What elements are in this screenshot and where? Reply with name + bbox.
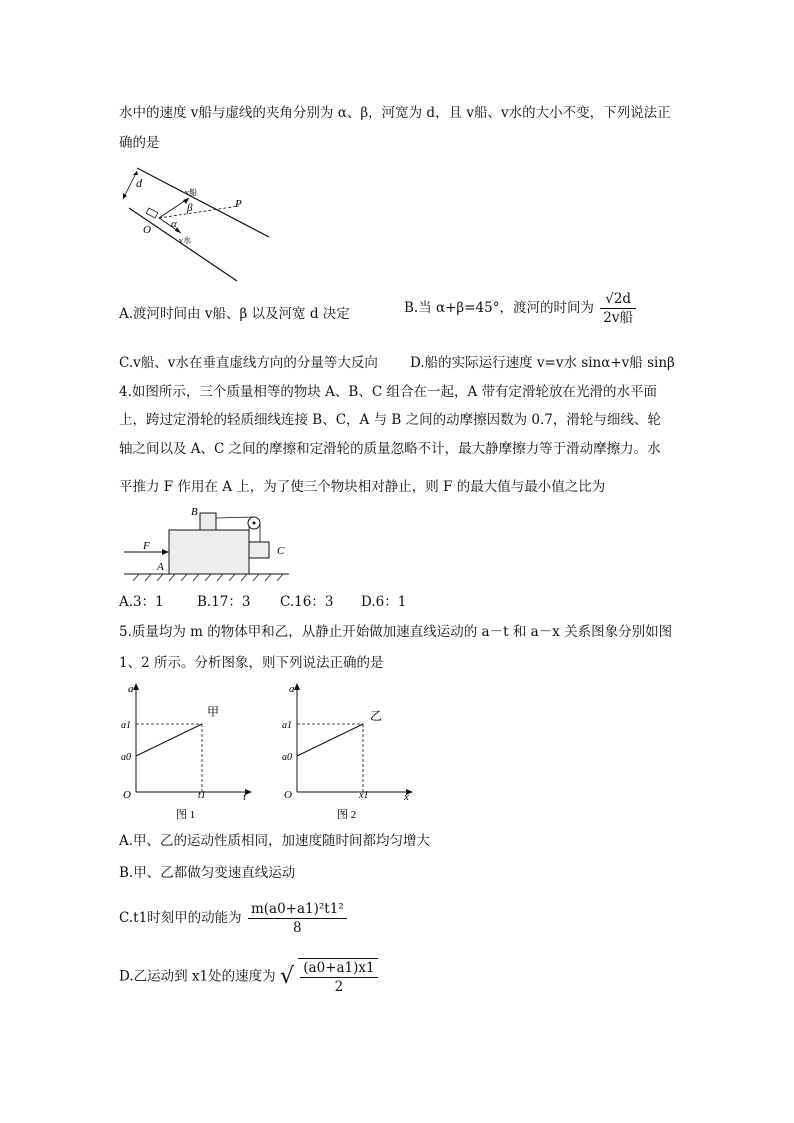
- label-c: C: [277, 545, 285, 557]
- q5-option-d-text: D.乙运动到 x1处的速度为: [119, 968, 276, 985]
- rope-horizontal: [216, 517, 254, 518]
- q5-option-d-numerator: (a0+a1)x1: [300, 959, 377, 978]
- q4-line4: 平推力 F 作用在 A 上，为了使三个物块相对静止，则 F 的最大值与最小值之比为: [119, 479, 606, 495]
- graph2-a0-label: a0: [282, 752, 292, 763]
- graph2-origin: O: [284, 789, 292, 801]
- q4-option-d: D.6：1: [361, 594, 407, 610]
- q5-option-a: A.甲、乙的运动性质相同，加速度随时间都均匀增大: [119, 833, 431, 849]
- label-d: d: [136, 176, 142, 190]
- q4-option-a: A.3：1: [119, 594, 164, 610]
- graph2-x1-label: x1: [359, 790, 369, 801]
- graph1-series-name: 甲: [207, 705, 220, 719]
- graph-1-a-t: [119, 680, 254, 820]
- q4-line2: 上，跨过定滑轮的轻质细线连接 B、C，A 与 B 之间的动摩擦因数为 0.7，滑轮与细线、轮: [119, 412, 661, 428]
- q4-line3: 轴之间以及 A、C 之间的摩擦和定滑轮的质量忽略不计，最大静摩擦力等于滑动摩擦力。水: [119, 441, 661, 457]
- q5-option-c-text: C.t1时刻甲的动能为: [119, 910, 242, 926]
- q5-line1: 5.质量均为 m 的物体甲和乙，从静止开始做加速直线运动的 a－t 和 a－x 关系图象分别如图: [119, 624, 673, 640]
- dashed-line-op: [159, 206, 239, 218]
- graph1-series-line: [136, 724, 202, 756]
- q4-option-b: B.17：3: [197, 594, 251, 610]
- river-crossing-figure: [119, 163, 271, 283]
- q3-option-b-fraction: [600, 290, 636, 327]
- label-o: O: [143, 224, 151, 236]
- q3-option-b-denominator: 2v船: [603, 310, 633, 326]
- q3-options-ab: [119, 305, 350, 323]
- q5-option-d: [119, 958, 378, 996]
- graph-2-a-x: [280, 680, 415, 820]
- q3-option-d: D.船的实际运行速度 v=v水 sinα+v船 sinβ: [410, 355, 675, 371]
- graph1-caption: 图 1: [176, 809, 196, 820]
- label-alpha: α: [171, 218, 177, 230]
- graph2-y-label: a: [289, 683, 295, 695]
- q5-option-c-numerator: m(a0+a1)²t1²: [248, 900, 347, 919]
- graph1-a0-label: a0: [121, 752, 131, 763]
- label-v-boat: v船: [185, 188, 197, 197]
- graph2-series-line: [297, 724, 363, 756]
- graph1-a1-label: a1: [121, 720, 131, 731]
- q5-option-c-fraction: [248, 900, 347, 937]
- boat-shape: [146, 208, 158, 218]
- q5-option-d-denominator: 2: [334, 979, 344, 995]
- graph2-x-label: x: [404, 791, 409, 803]
- graph2-series-name: 乙: [370, 709, 383, 723]
- block-b: [200, 513, 216, 530]
- q3-option-c: C.v船、v水在垂直虚线方向的分量等大反向: [119, 355, 378, 371]
- label-v-water: v水: [179, 236, 191, 245]
- graph1-x-label: t: [243, 791, 247, 803]
- block-c: [249, 542, 269, 558]
- label-a: A: [157, 561, 164, 573]
- graph1-t1-label: t1: [198, 790, 206, 801]
- q3-intro-line1: 水中的速度 v船与虚线的夹角分别为 α、β，河宽为 d，且 v船、v水的大小不变，下列说法正: [119, 105, 671, 121]
- graph2-caption: 图 2: [337, 809, 357, 820]
- q4-option-c: C.16：3: [280, 594, 334, 610]
- q5-option-c: [119, 900, 347, 937]
- blocks-pulley-figure: [119, 505, 294, 585]
- q4-line1: 4.如图所示，三个质量相等的物块 A、B、C 组合在一起，A 带有定滑轮放在光滑的水平面: [119, 384, 658, 400]
- q5-line2: 1、2 所示。分析图象，则下列说法正确的是: [119, 655, 384, 671]
- q3-option-a: A.渡河时间由 v船、β 以及河宽 d 决定: [119, 306, 350, 322]
- q5-option-c-denominator: 8: [293, 920, 302, 936]
- q3-intro-line2: 确的是: [119, 135, 160, 151]
- graph1-origin: O: [123, 789, 131, 801]
- q5-option-d-fraction: [300, 959, 377, 996]
- graph2-a1-label: a1: [282, 720, 292, 731]
- graph1-y-label: a: [128, 683, 134, 695]
- label-p: P: [235, 198, 242, 210]
- q3-option-b: [404, 290, 636, 327]
- label-beta: β: [187, 202, 193, 214]
- q3-option-b-numerator: √2d: [600, 290, 636, 309]
- q5-option-d-sqrt: √ $\frac{(a0+a1)x1}{2}$: [280, 958, 378, 996]
- label-b: B: [191, 506, 198, 518]
- ground-hatching: [133, 574, 283, 581]
- q3-option-b-text: B.当 α+β=45°，渡河的时间为: [404, 300, 594, 316]
- block-a: [169, 530, 249, 574]
- label-f: F: [143, 540, 150, 552]
- q5-option-b: B.甲、乙都做匀变速直线运动: [119, 865, 296, 881]
